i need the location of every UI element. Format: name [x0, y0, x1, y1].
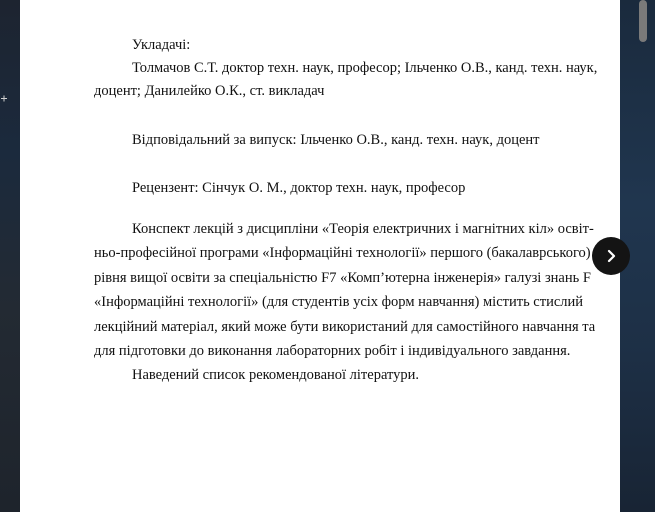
next-page-button[interactable]: [592, 237, 630, 275]
reviewer-section: [94, 177, 589, 200]
responsible-text: Відповідальний за випуск: Ільченко О.В., канд. техн. наук, доцент: [132, 132, 540, 148]
document-page: [20, 0, 620, 512]
abstract-line: ньо-професійної програми «Інформаційні технології» першого (бакалаврського): [94, 245, 591, 262]
compilers-line: Толмачов С.Т. доктор техн. наук, професор; Ільченко О.В., канд. техн. наук,: [132, 60, 598, 76]
scrollbar-thumb[interactable]: [639, 0, 647, 42]
abstract-line: для підготовки до виконання лабораторних робіт і індивідуального завдання.: [94, 343, 571, 360]
abstract-line: рівня вищої освіти за спеціальністю F7 «Комп’ютерна інженерія» галузі знань F: [94, 269, 591, 286]
compilers-line: доцент; Данилейко О.К., ст. викладач: [94, 83, 325, 99]
abstract-line: лекційний матеріал, який може бути використаний для самостійного навчання та: [94, 318, 596, 335]
chevron-right-icon: [603, 248, 619, 264]
reviewer-text: Рецензент: Сінчук О. М., доктор техн. наук, професор: [132, 180, 466, 196]
responsible-section: [94, 129, 589, 152]
abstract-line: «Інформаційні технології» (для студентів усіх форм навчання) містить стислий: [94, 294, 584, 311]
compilers-section: [94, 34, 598, 103]
references-note: Наведений список рекомендованої літератури.: [132, 367, 420, 384]
background-left-strip: [0, 0, 20, 512]
abstract-line: Конспект лекцій з дисципліни «Теорія електричних і магнітних кіл» освіт-: [132, 221, 594, 237]
resize-cursor-icon: [0, 94, 8, 103]
compilers-heading: Укладачі:: [132, 37, 191, 53]
abstract-section: [94, 217, 596, 388]
